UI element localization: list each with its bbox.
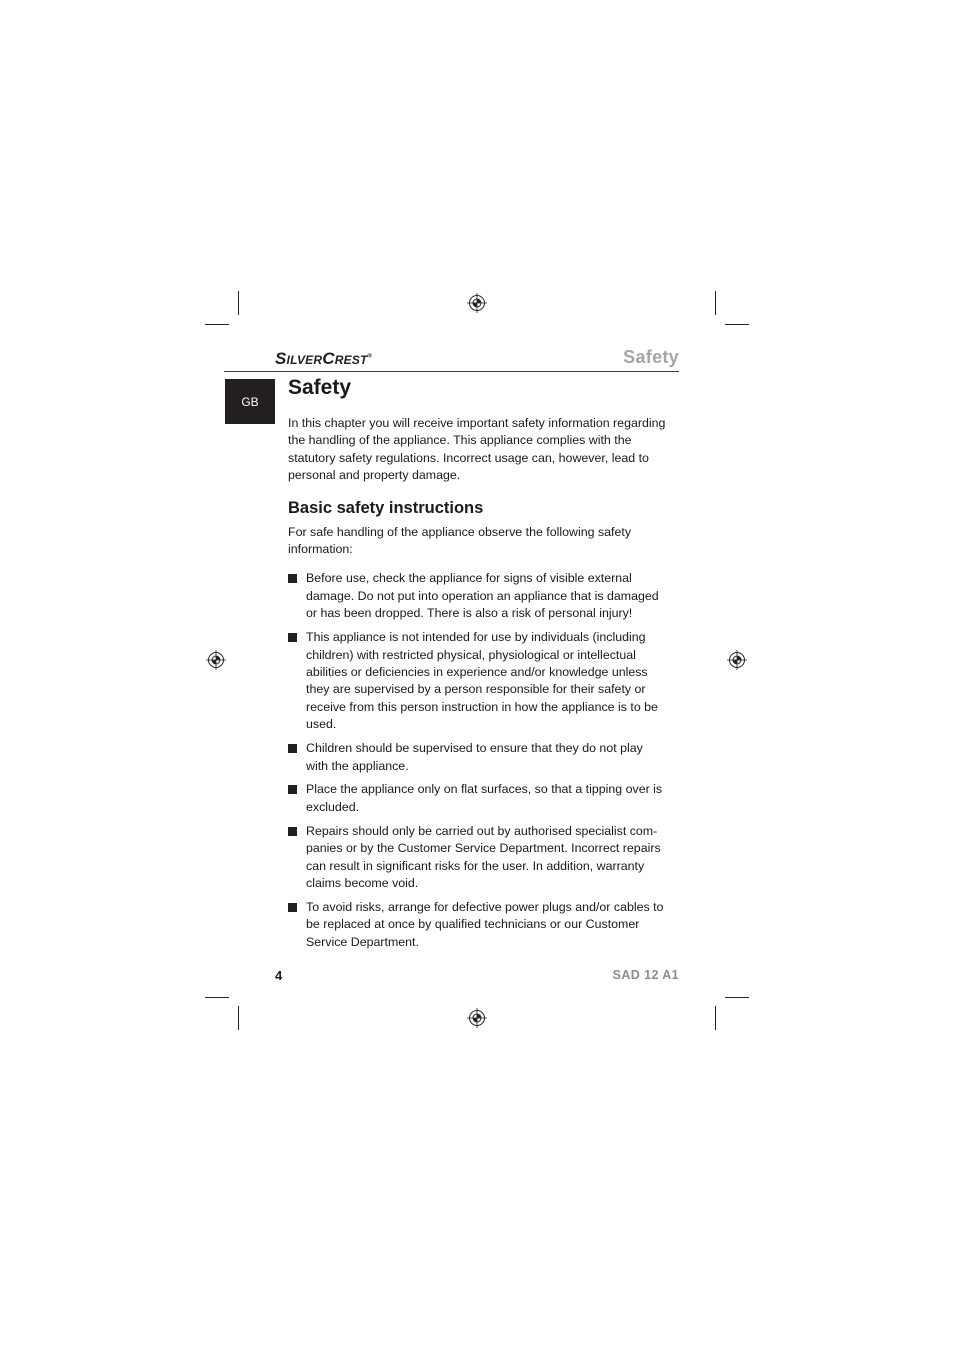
crop-mark [725, 997, 749, 998]
crop-mark [715, 291, 716, 315]
list-item [288, 570, 666, 622]
language-tab-label: GB [241, 394, 259, 409]
language-tab [225, 379, 275, 424]
registration-mark-icon [467, 293, 487, 313]
bullet-square-icon [288, 827, 297, 836]
bullet-square-icon [288, 633, 297, 642]
registration-mark-icon [727, 650, 747, 670]
crop-mark [205, 997, 229, 998]
crop-mark [238, 291, 239, 315]
crop-mark [205, 324, 229, 325]
header-divider [224, 371, 679, 372]
intro-paragraph: In this chapter you will receive important safety information regarding the handling of the appliance. This appliance complies with the statutory safety regulations. Incorrect usage can, however, lead to personal and property damage. [288, 416, 666, 483]
model-number: SAD 12 A1 [612, 968, 679, 982]
brand-logo: SILVERCREST® [275, 349, 373, 368]
list-item [288, 740, 666, 775]
registration-mark-icon [206, 650, 226, 670]
bullet-square-icon [288, 574, 297, 583]
bullet-square-icon [288, 744, 297, 753]
list-item-text: This appliance is not intended for use by individuals (including children) with restricted physical, physiological or intellectual abilities or deficiencies in experience and/or knowledge unless they are supervised by a person responsible for their safety or receive from this person instruction in how the appliance is to be used. [306, 630, 658, 732]
crop-mark [715, 1006, 716, 1030]
list-item [288, 781, 666, 816]
list-item-text: Before use, check the appliance for signs of visible external damage. Do not put into operation an appliance that is damaged or has been dropped. There is also a risk of personal injury! [306, 571, 659, 621]
section-heading: Basic safety instructions [288, 498, 484, 517]
section-intro: For safe handling of the appliance observe the following safety information: [288, 524, 632, 557]
registration-mark-icon [467, 1008, 487, 1028]
crop-mark [725, 324, 749, 325]
list-item-text: To avoid risks, arrange for defective power plugs and/or cables to be replaced at once by qualified technicians or our Customer Service Department. [306, 899, 664, 949]
header-section-title: Safety [623, 347, 679, 367]
list-item [288, 629, 666, 733]
list-item-text: Place the appliance only on flat surfaces, so that a tipping over is excluded. [306, 782, 663, 814]
bullet-square-icon [288, 785, 297, 794]
list-item [288, 899, 666, 951]
crop-mark [238, 1006, 239, 1030]
page-number: 4 [275, 968, 283, 983]
bullet-square-icon [288, 903, 297, 912]
page-title: Safety [288, 376, 352, 399]
main-content [288, 374, 666, 958]
list-item [288, 823, 666, 893]
list-item-text: Repairs should only be carried out by authorised specialist com- panies or by the Customer Service Department. Incorrect repairs can result in significant risks for the user. In addition, warranty claims become void. [306, 823, 661, 890]
list-item-text: Children should be supervised to ensure that they do not play with the appliance. [306, 741, 643, 773]
safety-list [288, 570, 666, 951]
